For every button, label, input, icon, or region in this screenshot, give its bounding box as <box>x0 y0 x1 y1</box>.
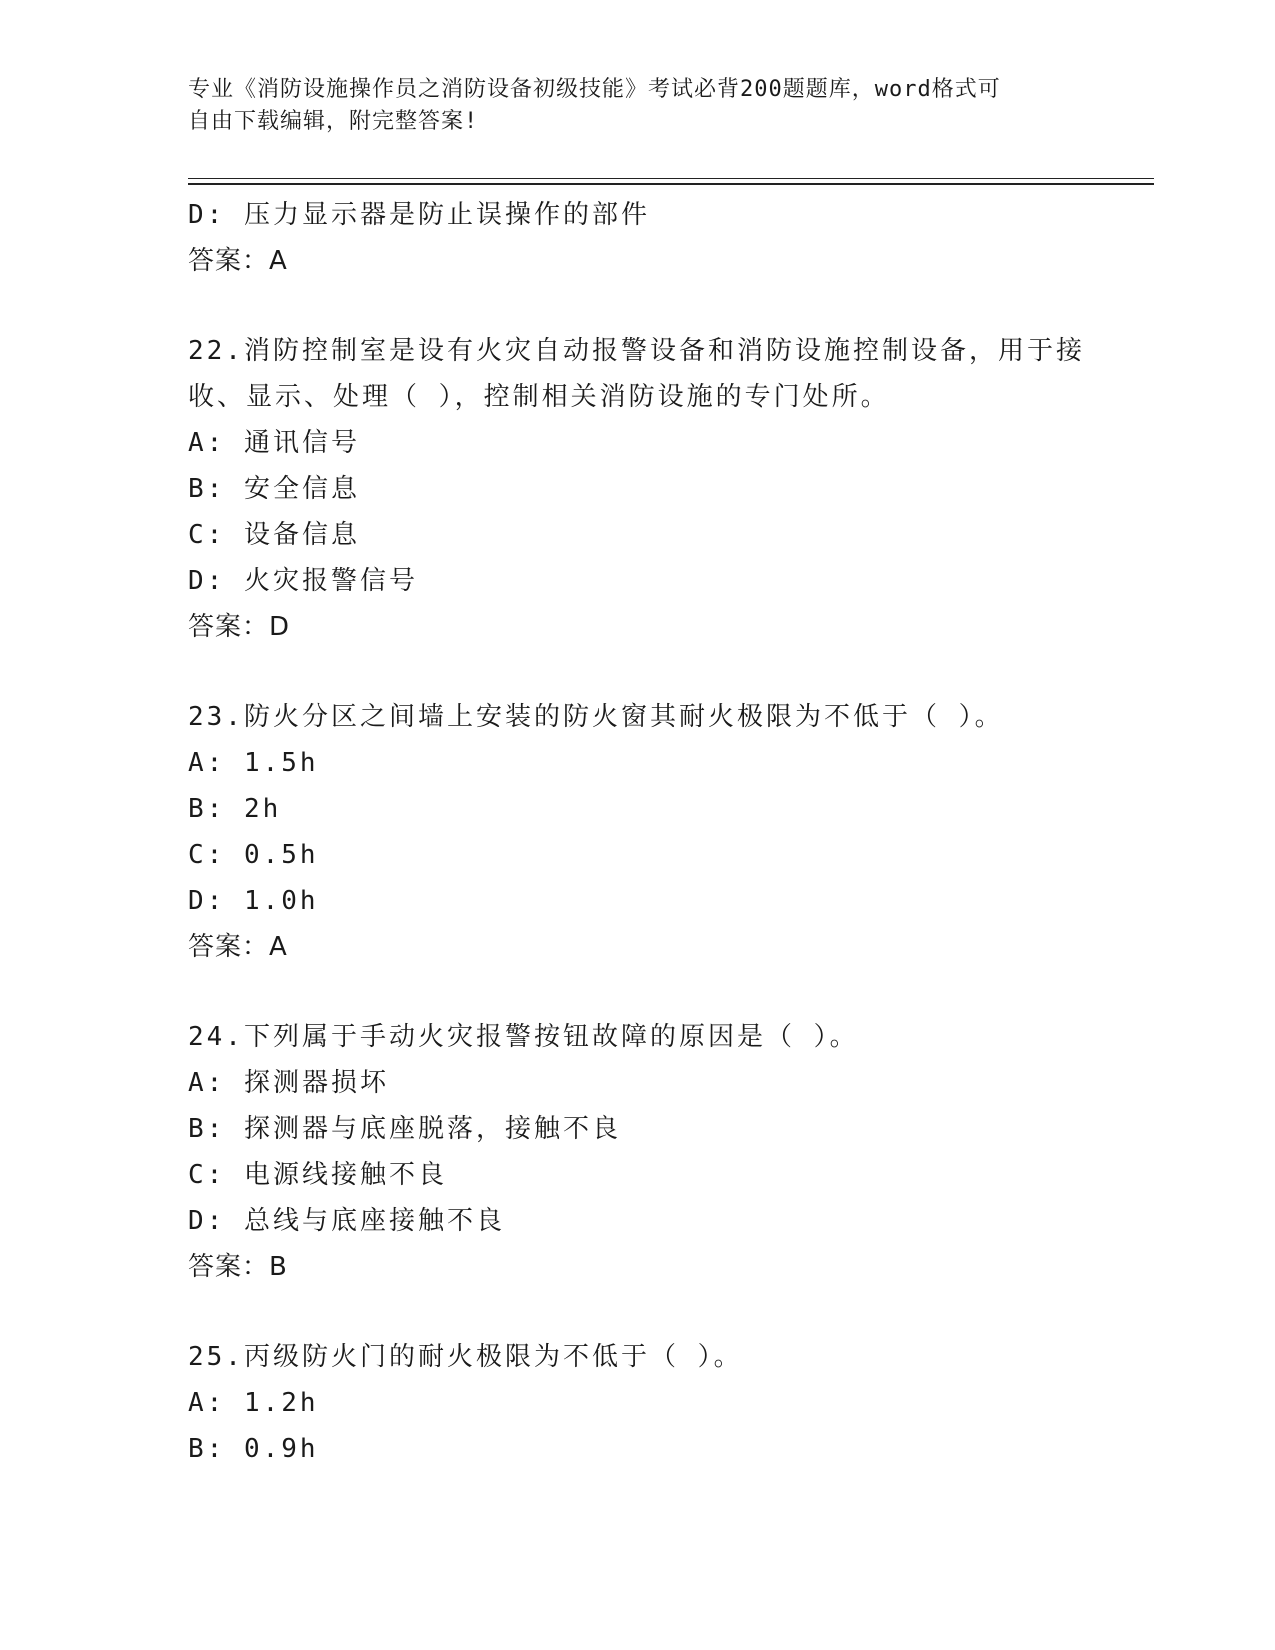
previous-question-tail <box>188 192 1088 284</box>
answer-line: 答案：D <box>188 612 291 642</box>
header-divider-thick <box>188 183 1154 185</box>
option-b: B: 2h <box>188 794 282 824</box>
option-b: B: 0.9h <box>188 1434 319 1464</box>
option-b: B: 安全信息 <box>188 474 360 504</box>
answer-line: 答案：B <box>188 1252 288 1282</box>
option-d: D: 压力显示器是防止误操作的部件 <box>188 200 650 230</box>
option-b: B: 探测器与底座脱落，接触不良 <box>188 1114 621 1144</box>
answer-line: 答案：A <box>188 246 288 276</box>
question-text-continued: 收、显示、处理（ ），控制相关消防设施的专门处所。 <box>188 382 890 412</box>
question-text: 24.下列属于手动火灾报警按钮故障的原因是（ ）。 <box>188 1022 859 1052</box>
header-title-line-2: 自由下载编辑，附完整答案! <box>188 109 479 134</box>
header-title-line-1: 专业《消防设施操作员之消防设备初级技能》考试必背200题题库，word格式可 <box>188 77 1001 102</box>
option-a: A: 1.5h <box>188 748 319 778</box>
option-a: A: 探测器损坏 <box>188 1068 389 1098</box>
option-c: C: 0.5h <box>188 840 319 870</box>
spacer <box>188 970 1088 1014</box>
answer-line: 答案：A <box>188 932 288 962</box>
question-text: 23.防火分区之间墙上安装的防火窗其耐火极限为不低于（ ）。 <box>188 702 1004 732</box>
option-d: D: 1.0h <box>188 886 319 916</box>
question-text: 22.消防控制室是设有火灾自动报警设备和消防设施控制设备，用于接 <box>188 336 1085 366</box>
header-divider-thin <box>188 178 1154 179</box>
document-header <box>188 74 1068 138</box>
option-a: A: 1.2h <box>188 1388 319 1418</box>
question-text: 25.丙级防火门的耐火极限为不低于（ ）。 <box>188 1342 743 1372</box>
option-d: D: 火灾报警信号 <box>188 566 418 596</box>
question-content <box>188 192 1088 1472</box>
option-c: C: 电源线接触不良 <box>188 1160 447 1190</box>
question-25 <box>188 1334 1088 1472</box>
option-d: D: 总线与底座接触不良 <box>188 1206 505 1236</box>
spacer <box>188 284 1088 328</box>
question-24 <box>188 1014 1088 1290</box>
question-23 <box>188 694 1088 970</box>
spacer <box>188 1290 1088 1334</box>
option-a: A: 通讯信号 <box>188 428 360 458</box>
spacer <box>188 650 1088 694</box>
question-22 <box>188 328 1088 650</box>
option-c: C: 设备信息 <box>188 520 360 550</box>
